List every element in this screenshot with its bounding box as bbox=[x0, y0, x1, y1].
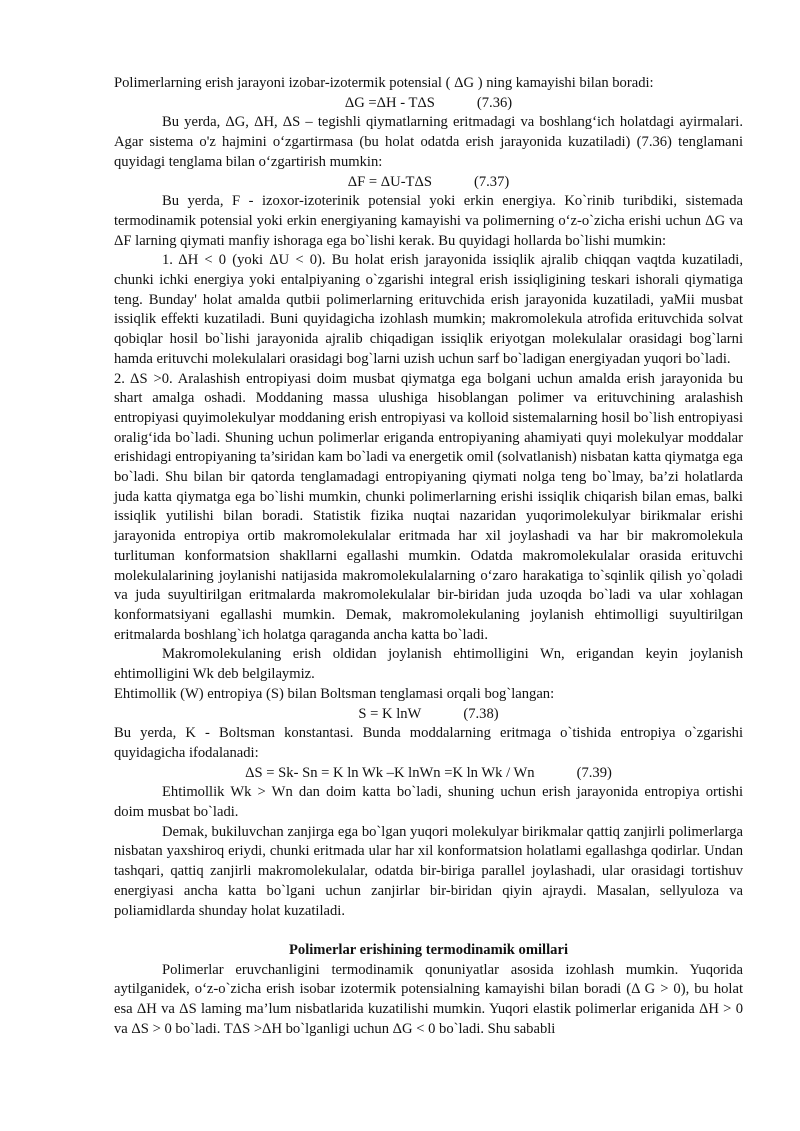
paragraph-thermodynamic-factors: Polimerlar eruvchanligini termodinamik qonuniyatlar asosida izohlash mumkin. Yuqorida aytilganidek, o‘z-o`zicha erish isobar izotermik potensialning kamayishi bilan boradi (Δ G > 0), bu holat esa ΔH va ΔS laming ma’lum nisbatlarida kuzatilishi mumkin. Yuqori elastik polimerlar eriganida ΔH > 0 va ΔS > 0 bo`ladi. TΔS >ΔH bo`lganligi uchun ΔG < 0 bo`ladi. Shu sababli bbox=[114, 961, 743, 1037]
paragraph-intro: Polimerlarning erish jarayoni izobar-izotermik potensial ( ΔG ) ning kamayishi bilan boradi: bbox=[114, 75, 654, 91]
equation-number: (7.37) bbox=[473, 173, 510, 190]
paragraph-flexible-chains: Demak, bukiluvchan zanjirga ega bo`lgan yuqori molekulyar birikmalar qattiq zanjirli polimerlarga nisbatan yaxshiroq eriydi, chunki eritmada ular har xil konformatsion holatlami egallashga qodirlar. Undan tashqari, qattiq zanjirli makromolekulalar, odatda bir-biriga parallel joylashadi, ular orasidagi tortishuv energiyasi ancha katta bo`lgani uchun zanjirlar bir-biridan qiyin ajraydi. Masalan, sellyuloza va poliamidlarda shunday holat kuzatiladi. bbox=[114, 823, 743, 919]
formula-text: S = K lnW bbox=[358, 705, 422, 722]
equation-number: (7.39) bbox=[576, 764, 612, 781]
section-heading: Polimerlar erishining termodinamik omillari bbox=[288, 941, 568, 958]
paragraph-free-energy: Bu yerda, F - izoxor-izoterinik potensial yoki erkin energiya. Ko`rinib turibdiki, sistemada termodinamik potensial yoki erkin energiyaning kamayishi va polimerning o‘z-o`zicha erishi uchun ΔG va ΔF larning qiymati manfiy ishoraga ega bo`lishi kerak. Bu quyidagi hollarda bo`lishi mumkin: bbox=[114, 193, 743, 249]
equation-number: (7.38) bbox=[463, 705, 499, 722]
formula-text: ΔF = ΔU-TΔS bbox=[347, 173, 432, 190]
formula-7-37 bbox=[114, 173, 743, 193]
paragraph-definitions: Bu yerda, ΔG, ΔH, ΔS – tegishli qiymatlarning eritmadagi va boshlang‘ich holatdagi ayirmalari. Agar sistema o'z hajmini o‘zgartirmasa (bu holat odatda erish jarayonida kuzatiladi) (7.36) tenglamani quyidagi tenglama bilan o‘zgartirish mumkin: bbox=[114, 114, 743, 170]
paragraph-probability-conclusion: Ehtimollik Wk > Wn dan doim katta bo`ladi, shuning uchun erish jarayonida entropiya ortishi doim musbat bo`ladi. bbox=[114, 784, 743, 821]
paragraph-probability: Makromolekulaning erish oldidan joylanish ehtimolligini Wn, erigandan keyin joylanish ehtimolligini Wk deb belgilaymiz. bbox=[114, 646, 743, 683]
paragraph-entropy-change: Bu yerda, K - Boltsman konstantasi. Bunda moddalarning eritmaga o`tishida entropiya o`zgarishi quyidagicha ifodalanadi: bbox=[114, 725, 743, 761]
paragraph-boltzmann: Ehtimollik (W) entropiya (S) bilan Boltsman tenglamasi orqali bog`langan: bbox=[114, 685, 555, 702]
formula-7-39 bbox=[114, 764, 743, 784]
formula-text: ΔG =ΔH - TΔS bbox=[344, 94, 435, 111]
formula-text: ΔS = Sk- Sn = K ln Wk –K lnWn =K ln Wk / Wn bbox=[245, 764, 535, 781]
paragraph-condition-1: 1. ΔH < 0 (yoki ΔU < 0). Bu holat erish jarayonida issiqlik ajralib chiqqan vaqtda kuzatiladi, chunki ichki energiya yoki entalpiyaning o`zgarishi integral erish issiqligining teskari ishorali qiymatiga teng. Bunday' holat amalda qutbii polimerlarning erituvchida erish jarayonida kuzatiladi, yaMii musbat issiqlik effekti kuzatiladi. Buni quyidagicha izohlash mumkin; makromolekula atrofida erituvchida solvat qobiqlar hosil bo`lishi jarayonida ajralib chiqadigan issiqlik eriyotgan molekulalar orasidagi bog`larni hamda erituvchi molekulalari orasidagi bog`larni uzish uchun sarf bo`ladigan energiyadan yuqori bo`ladi. bbox=[114, 252, 743, 367]
formula-7-38 bbox=[114, 705, 743, 725]
paragraph-condition-2: 2. ΔS >0. Aralashish entropiyasi doim musbat qiymatga ega bolgani uchun amalda erish jarayonida bu shart amalga oshadi. Moddaning massa ulushiga hisoblangan polimer va erituvchining aralashish entropiyasi quyimolekulyar moddaning erish entropiyasi va kolloid sistemalarning hosil bo`lish entropiyasi oralig‘ida bo`ladi. Shuning uchun polimerlar eriganda entropiyaning ahamiyati quyi molekulyar moddalar erishidagi entropiyaning ta’siridan kam bo`ladi va energetik omil (solvatlanish) nisbatan katta qiymatga ega bo`ladi. Shu bilan bir qatorda tenglamadagi entropiyaning qiymati nolga teng bo`lmay, ba’zi holatlarda juda katta qiymatga ega bo`lishi mumkin, chunki polimerlarning erishi issiqlik chiqarish bilan emas, balki issiqlik yutilishi bilan boradi. Statistik fizika nuqtai nazaridan yuqorimolekulyar birikmalar erishi jarayonida entropiya ortib makromolekulalar eritmada har xil joylashadi va har bir makromolekula turlituman konformatsion shakllarni egallashi mumkin. Odatda makromolekulalar orasida erituvchi molekulalarining joylanishi natijasida makromolekulalarning o‘zaro harakatiga to`sqinlik qilish yo`qoladi va juda suyultirilgan eritmalarda makromolekulalar bir-biridan juda uzoqda bo`ladi va ular xohlagan konformatsiyani egallashi mumkin. Demak, makromolekulaning joylanish ehtimolligi suyultirilgan eritmalarda boshlang`ich holatga qaraganda ancha katta bo`ladi. bbox=[114, 370, 743, 643]
equation-number: (7.36) bbox=[476, 94, 513, 111]
formula-7-36 bbox=[114, 94, 743, 114]
